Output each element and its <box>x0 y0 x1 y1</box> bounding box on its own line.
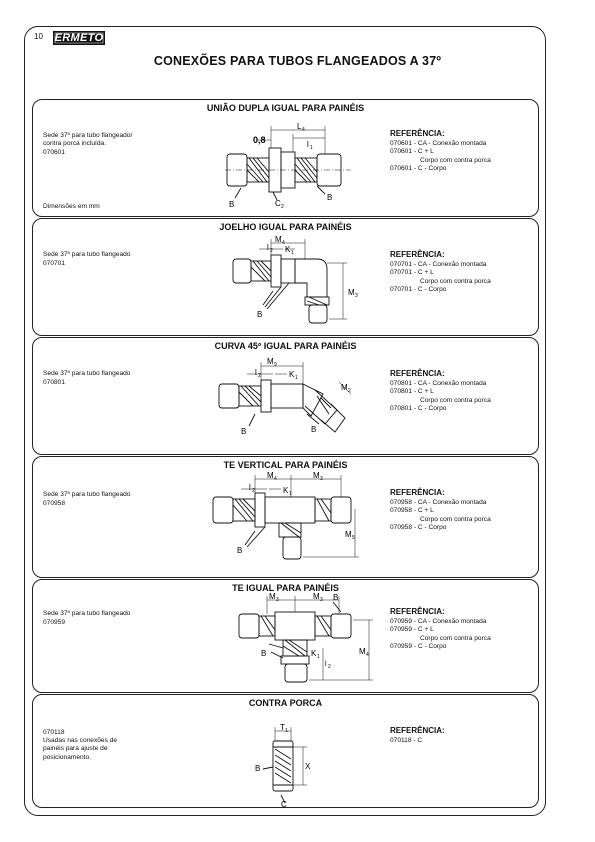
dim-label: T <box>280 723 285 732</box>
reference-line: 070601 - CA - Conexão montada <box>390 139 487 147</box>
reference-line: 070601 - C - Corpo <box>390 165 447 173</box>
section-code: 070701 <box>43 260 66 267</box>
dim-label: 5 <box>352 535 355 541</box>
reference-line: 070601 - C + L <box>390 148 434 156</box>
fitting-drawing <box>211 352 361 452</box>
section-code: 070118 <box>43 729 65 736</box>
reference-line: 070959 - C + L <box>390 626 434 634</box>
page-title: CONEXÕES PARA TUBOS FLANGEADOS A 37º <box>153 54 442 68</box>
dim-label: M <box>313 592 320 601</box>
dim-label: B <box>327 193 333 202</box>
reference-line: Corpo com contra porca <box>420 277 491 285</box>
reference-heading: REFERÊNCIA: <box>390 488 445 497</box>
dim-label: M <box>348 288 355 297</box>
reference-line: 070801 - C - Corpo <box>390 405 447 413</box>
dim-label: l <box>267 243 269 252</box>
reference-line: 070118 - C <box>390 736 423 744</box>
section-code: 070958 <box>43 500 66 507</box>
dim-label: C <box>281 800 287 807</box>
dimensions-note: Dimensões em mm <box>43 203 100 210</box>
reference-line: 070959 - C - Corpo <box>390 643 447 651</box>
fitting-drawing <box>213 118 363 213</box>
dim-label: B <box>261 649 267 658</box>
section-description: Sede 37º para tubo flangeado <box>43 251 131 258</box>
section-title: JOELHO IGUAL PARA PAINÉIS <box>219 222 352 232</box>
ermeto-logo <box>52 30 106 46</box>
fitting-drawing <box>205 469 365 575</box>
dim-label: 2 <box>252 488 255 494</box>
dim-label: M <box>359 647 366 656</box>
reference-line: 070959 - CA - Conexão montada <box>390 617 487 625</box>
reference-line: 070958 - C + L <box>390 507 434 515</box>
dim-label: l <box>325 661 327 668</box>
section-description: Sede 37º para tubo flangeado <box>43 610 131 617</box>
logo-text: ERMETO <box>54 32 104 44</box>
section-code: 070801 <box>43 379 66 386</box>
dim-label: 1 <box>310 145 313 151</box>
dim-label: B <box>311 425 317 434</box>
reference-line: 070801 - CA - Conexão montada <box>390 379 487 387</box>
dim-label: 9 <box>274 362 277 368</box>
reference-heading: REFERÊNCIA: <box>390 607 445 616</box>
reference-heading: REFERÊNCIA: <box>390 250 445 259</box>
section-title: UNIÃO DUPLA IGUAL PARA PAINÉIS <box>206 103 365 113</box>
dim-label: B <box>255 764 261 773</box>
dim-label: 2 <box>348 388 351 394</box>
dim-label: K <box>283 486 289 495</box>
section-uniao-dupla <box>32 99 539 217</box>
dim-label: 4 <box>274 476 277 482</box>
dim-label: 0,8 <box>253 135 266 145</box>
dim-label: B <box>333 593 339 602</box>
reference-block <box>390 130 530 174</box>
section-contra-porca <box>32 694 539 808</box>
fitting-drawing <box>229 592 379 692</box>
reference-line: 070701 - CA - Conexão montada <box>390 260 487 268</box>
dim-label: 1 <box>285 728 288 734</box>
dim-label: C <box>275 199 281 208</box>
dim-label: 1 <box>295 375 298 381</box>
dim-label: M <box>345 530 352 539</box>
reference-heading: REFERÊNCIA: <box>390 129 445 138</box>
section-title: CONTRA PORCA <box>248 698 323 708</box>
section-description: Usadas nas conexões de painéis para ajuste de posicionamento. <box>43 737 118 761</box>
reference-line: 070958 - C - Corpo <box>390 524 447 532</box>
dim-label: B <box>241 427 247 436</box>
reference-line: 070701 - C - Corpo <box>390 286 447 294</box>
section-te-igual <box>32 579 539 693</box>
dim-label: 2 <box>270 248 273 254</box>
dim-label: M <box>267 471 274 480</box>
dim-label: M <box>313 471 320 480</box>
dim-label: M <box>269 592 276 601</box>
dim-label: 2 <box>328 664 331 670</box>
page-number: 10 <box>34 32 43 41</box>
section-code: 070601 <box>43 149 66 156</box>
dim-label: 3 <box>320 476 323 482</box>
reference-line: Corpo com contra porca <box>420 634 491 642</box>
dim-label: B <box>237 546 243 555</box>
dim-label: 2 <box>258 373 261 379</box>
dim-label: 1 <box>291 250 294 256</box>
reference-line: Corpo com contra porca <box>420 515 491 523</box>
dim-label: 2 <box>281 204 284 210</box>
reference-line: 070958 - CA - Conexão montada <box>390 498 487 506</box>
dim-label: l <box>307 140 309 149</box>
dim-label: 1 <box>317 654 320 660</box>
reference-block <box>390 608 530 652</box>
dim-label: K <box>311 649 317 658</box>
dim-label: M <box>267 357 274 366</box>
reference-line: Corpo com contra porca <box>420 156 491 164</box>
section-description: Sede 37º para tubo flangeado <box>43 370 131 377</box>
reference-block <box>390 251 530 295</box>
reference-block <box>390 727 530 745</box>
section-title: TE IGUAL PARA PAINÉIS <box>232 583 339 593</box>
dim-label: X <box>305 762 311 771</box>
section-title: TE VERTICAL PARA PAINÉIS <box>223 460 348 470</box>
dim-label: M <box>275 235 282 244</box>
dim-label: B <box>229 200 235 209</box>
section-curva-45 <box>32 337 539 455</box>
reference-heading: REFERÊNCIA: <box>390 369 445 378</box>
reference-line: 070701 - C + L <box>390 269 434 277</box>
dim-label: L <box>297 122 302 131</box>
section-joelho <box>32 218 539 336</box>
section-description: Sede 37º para tubo flangeado/ contra porca incluída. <box>43 132 133 148</box>
dim-label: K <box>285 245 291 254</box>
dim-label: 4 <box>302 127 305 133</box>
nut-drawing <box>253 723 323 807</box>
dim-label: B <box>257 310 263 319</box>
dim-label: l <box>249 483 251 492</box>
fitting-drawing <box>223 233 363 333</box>
dim-label: 3 <box>320 597 323 603</box>
reference-line: Corpo com contra porca <box>420 396 491 404</box>
dim-label: K <box>289 370 295 379</box>
reference-heading: REFERÊNCIA: <box>390 726 445 735</box>
section-title: CURVA 45º IGUAL PARA PAINÉIS <box>214 341 357 351</box>
dim-label: M <box>341 383 348 392</box>
reference-block <box>390 370 530 414</box>
dim-label: 4 <box>282 240 285 246</box>
dim-label: 3 <box>276 597 279 603</box>
reference-line: 070801 - C + L <box>390 388 434 396</box>
section-code: 070959 <box>43 619 66 626</box>
dim-label: 1 <box>289 491 292 497</box>
dim-label: 3 <box>355 293 358 299</box>
dim-label: 4 <box>366 652 369 658</box>
dim-label: l <box>255 368 257 377</box>
reference-block <box>390 489 530 533</box>
section-te-vertical <box>32 456 539 578</box>
section-description: Sede 37º para tubo flangeado <box>43 491 131 498</box>
